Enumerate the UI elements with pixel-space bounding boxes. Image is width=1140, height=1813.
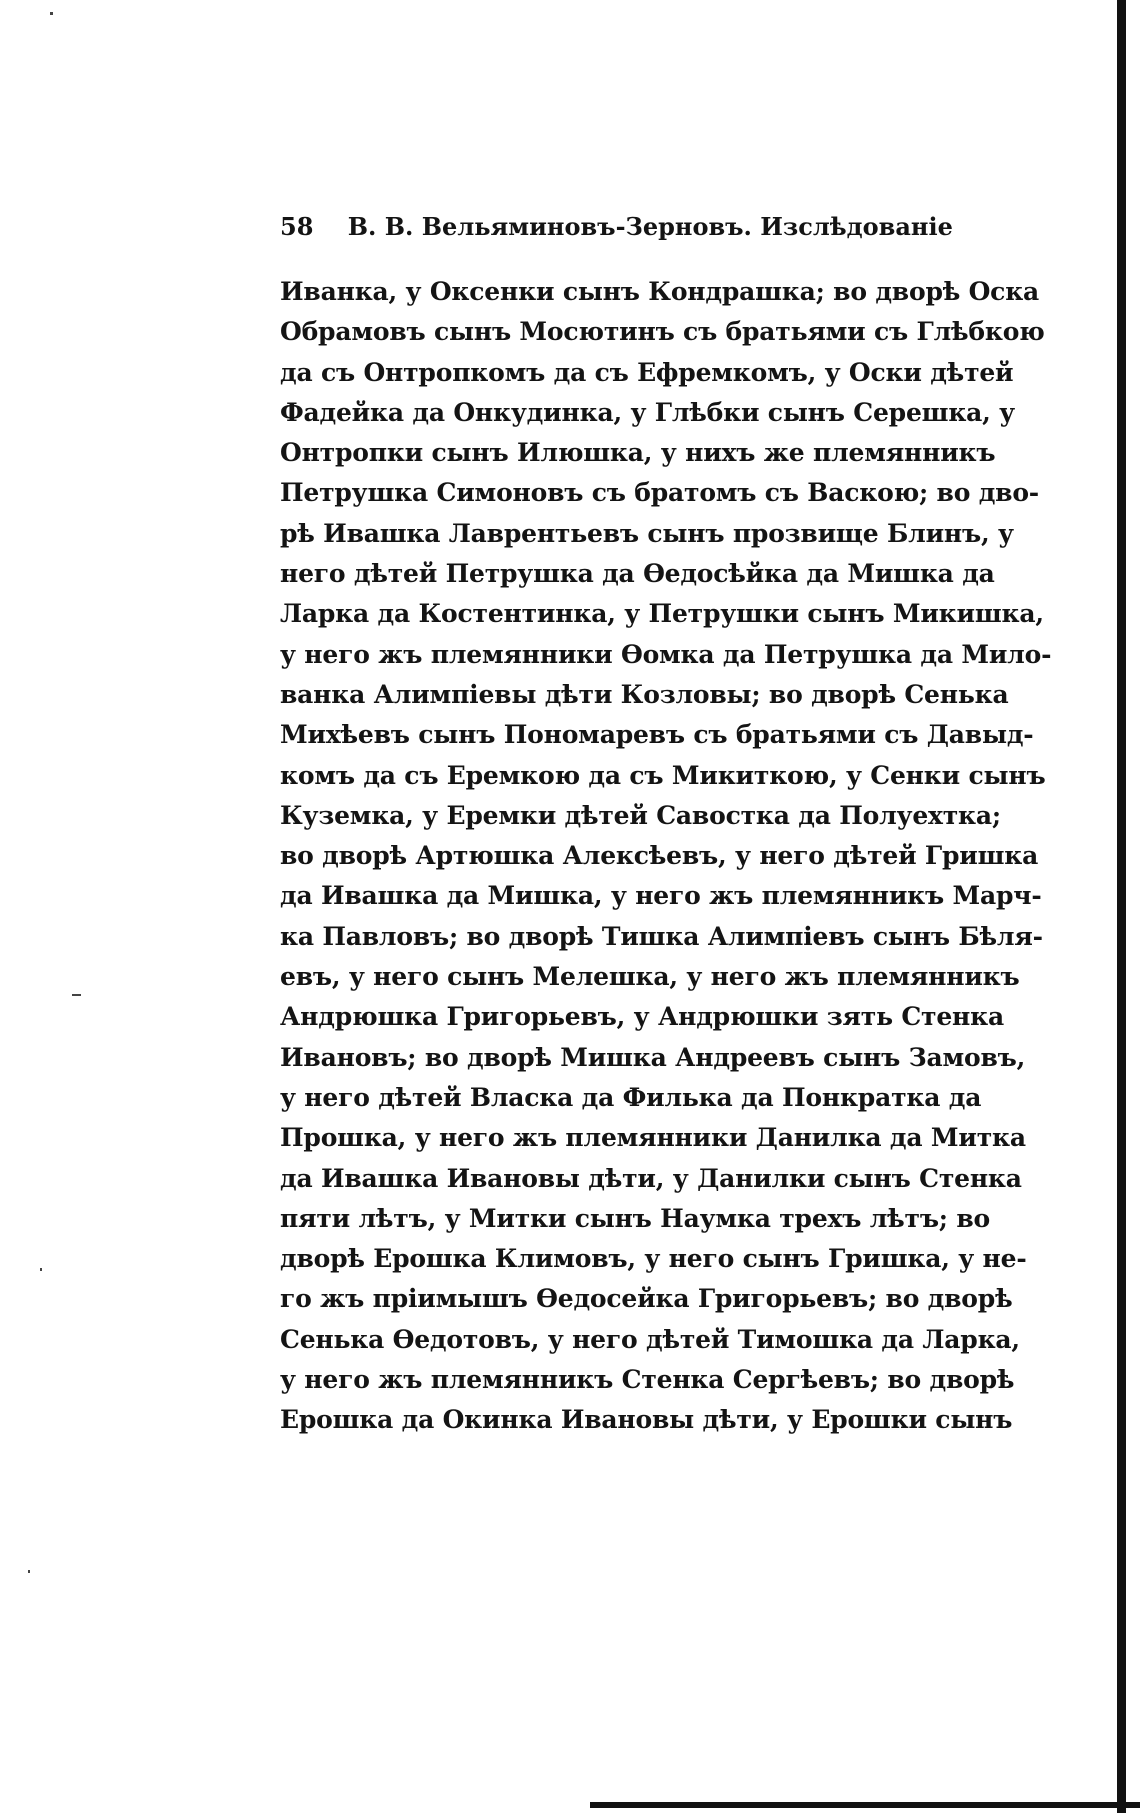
scan-speck — [72, 994, 81, 996]
text-line: Михѣевъ сынъ Пономаревъ съ братьями съ Давыд- — [280, 720, 1034, 750]
text-line: Обрамовъ сынъ Мосютинъ съ братьями съ Глѣбкою — [280, 317, 1045, 347]
text-line: во дворѣ Артюшка Алексѣевъ, у него дѣтей Гришка — [280, 841, 1039, 871]
text-line: евъ, у него сынъ Мелешка, у него жъ племянникъ — [280, 962, 1020, 992]
text-line: Иванка, у Оксенки сынъ Кондрашка; во дворѣ Оска — [280, 277, 1040, 306]
scan-speck — [28, 1570, 30, 1573]
running-header — [280, 207, 970, 247]
text-line: Ларка да Костентинка, у Петрушки сынъ Микишка, — [280, 599, 1044, 629]
text-line: го жъ пріимышъ Ѳедосейка Григорьевъ; во дворѣ — [280, 1284, 1013, 1314]
page-number: 58 — [280, 212, 314, 241]
text-line: пяти лѣтъ, у Митки сынъ Наумка трехъ лѣтъ; во — [280, 1203, 990, 1233]
text-line: Ерошка да Окинка Ивановы дѣти, у Ерошки сынъ — [280, 1405, 1013, 1435]
text-line: Онтропки сынъ Илюшка, у нихъ же племянникъ — [280, 438, 996, 468]
text-line: ка Павловъ; во дворѣ Тишка Алимпіевъ сынъ Бѣля- — [280, 921, 1043, 951]
body-paragraph — [280, 272, 1052, 1452]
text-line: да Ивашка да Мишка, у него жъ племянникъ Марч- — [280, 881, 1042, 911]
page-edge-shadow-bottom — [590, 1802, 1140, 1808]
text-line: да съ Онтропкомъ да съ Ефремкомъ, у Оски дѣтей — [280, 357, 1014, 387]
text-line: рѣ Ивашка Лаврентьевъ сынъ прозвище Блинъ, у — [280, 518, 1014, 548]
text-line: у него жъ племянникъ Стенка Сергѣевъ; во дворѣ — [280, 1365, 1015, 1395]
scan-speck — [40, 1268, 42, 1271]
text-line: Сенька Ѳедотовъ, у него дѣтей Тимошка да Ларка, — [280, 1324, 1020, 1354]
text-line: комъ да съ Еремкою да съ Микиткою, у Сенки сынъ — [280, 760, 1046, 790]
text-line: у него жъ племянники Ѳомка да Петрушка да Мило- — [280, 639, 1052, 669]
text-line: Прошка, у него жъ племянники Данилка да Митка — [280, 1123, 1026, 1153]
text-line: Куземка, у Еремки дѣтей Савостка да Полуехтка; — [280, 800, 1001, 830]
scan-speck — [50, 12, 53, 15]
text-line: да Ивашка Ивановы дѣти, у Данилки сынъ Стенка — [280, 1163, 1022, 1193]
text-line: у него дѣтей Власка да Филька да Понкратка да — [280, 1082, 982, 1112]
running-title: В. В. Вельяминовъ-Зерновъ. Изслѣдованіе — [347, 212, 953, 241]
text-line: Петрушка Симоновъ съ братомъ съ Васкою; во дво- — [280, 478, 1039, 508]
text-line: него дѣтей Петрушка да Ѳедосѣйка да Мишка да — [280, 559, 995, 589]
text-line: дворѣ Ерошка Климовъ, у него сынъ Гришка, у не- — [280, 1244, 1027, 1274]
text-line: Фадейка да Онкудинка, у Глѣбки сынъ Серешка, у — [280, 397, 1015, 427]
text-line: Ивановъ; во дворѣ Мишка Андреевъ сынъ Замовъ, — [280, 1042, 1026, 1072]
text-line: Андрюшка Григорьевъ, у Андрюшки зять Стенка — [280, 1002, 1004, 1032]
text-line: ванка Алимпіевы дѣти Козловы; во дворѣ Сенька — [280, 679, 1009, 709]
page-edge-shadow-right — [1117, 0, 1126, 1813]
